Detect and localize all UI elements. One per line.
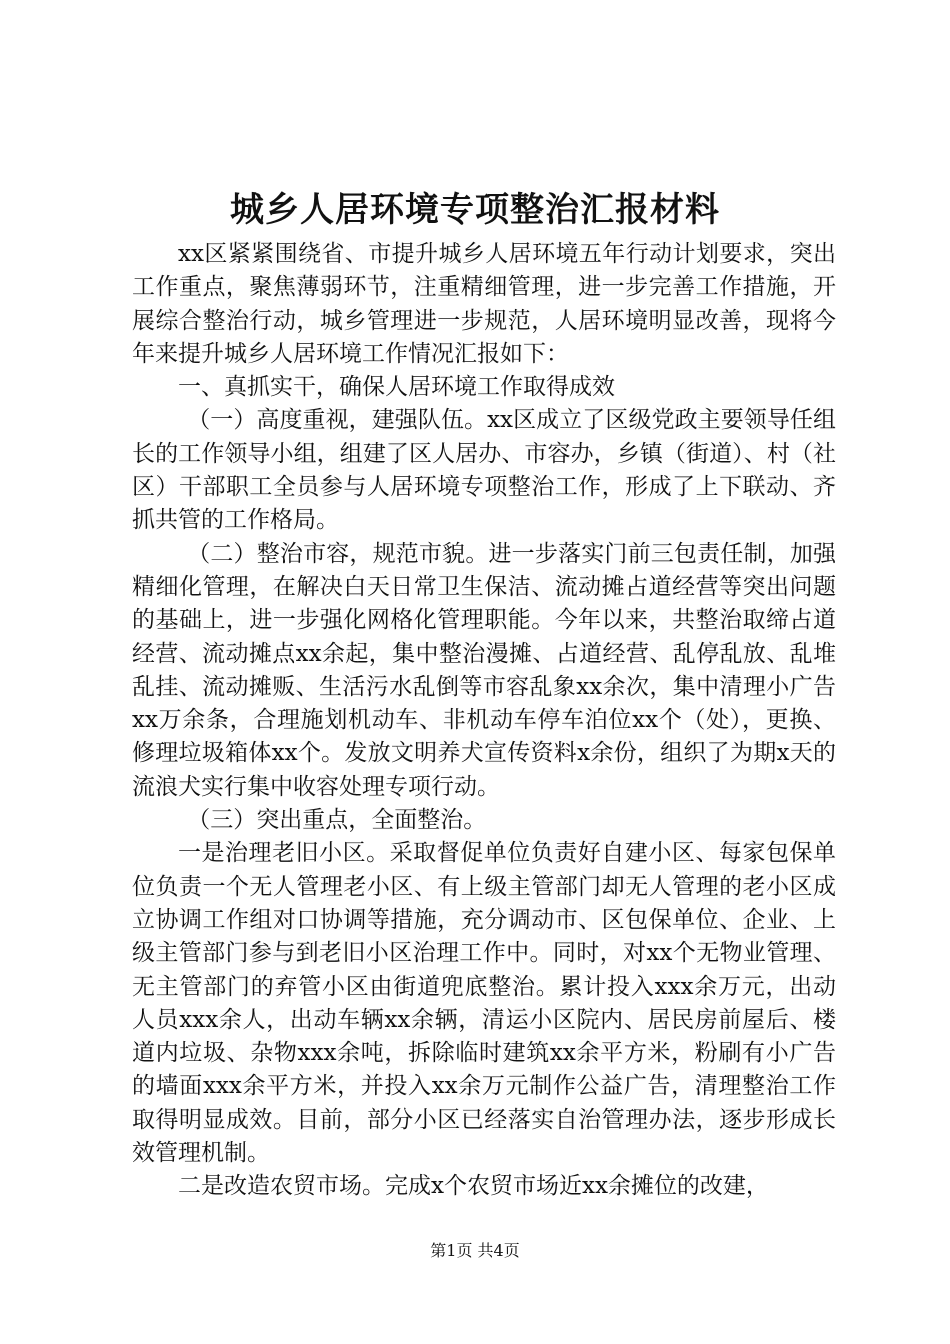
paragraph-intro: xx区紧紧围绕省、市提升城乡人居环境五年行动计划要求，突出工作重点，聚焦薄弱环节，注重精细管理，进一步完善工作措施，开展综合整治行动，城乡管理进一步规范，人居环境明显改善，现将今年来提升城乡人居环境工作情况汇报如下： bbox=[132, 241, 836, 367]
paragraph-old-communities: 一是治理老旧小区。采取督促单位负责好自建小区、每家包保单位负责一个无人管理老小区、有上级主管部门却无人管理的老小区成立协调工作组对口协调等措施，充分调动市、区包保单位、企业、上级主管部门参与到老旧小区治理工作中。同时，对xx个无物业管理、无主管部门的弃管小区由街道兜底整治。累计投入xxx余万元，出动人员xxx余人，出动车辆xx余辆，清运小区院内、居民房前屋后、楼道内垃圾、杂物xxx余吨，拆除临时建筑xx余平方米，粉刷有小广告的墙面xxx余平方米，并投入xx余万元制作公益广告，清理整治工作取得明显成效。目前，部分小区已经落实自治管理办法，逐步形成长效管理机制。 bbox=[132, 840, 836, 1167]
paragraph-subsection-2: （二）整治市容，规范市貌。进一步落实门前三包责任制，加强精细化管理，在解决白天日常卫生保洁、流动摊占道经营等突出问题的基础上，进一步强化网格化管理职能。今年以来，共整治取缔占道经营、流动摊点xx余起，集中整治漫摊、占道经营、乱停乱放、乱堆乱挂、流动摊贩、生活污水乱倒等市容乱象xx余次，集中清理小广告xx万余条，合理施划机动车、非机动车停车泊位xx个（处），更换、修理垃圾箱体xx个。发放文明养犬宣传资料x余份，组织了为期x天的流浪犬实行集中收容处理专项行动。 bbox=[132, 540, 836, 800]
page-number-footer: 第1页 共4页 bbox=[430, 1241, 520, 1260]
document-title: 城乡人居环境专项整治汇报材料 bbox=[230, 190, 720, 230]
section-heading-1: 一、真抓实干，确保人居环境工作取得成效 bbox=[178, 374, 615, 401]
paragraph-markets: 二是改造农贸市场。完成x个农贸市场近xx余摊位的改建， bbox=[178, 1173, 769, 1200]
paragraph-subsection-1: （一）高度重视，建强队伍。xx区成立了区级党政主要领导任组长的工作领导小组，组建了区人居办、市容办，乡镇（街道）、村（社区）干部职工全员参与人居环境专项整治工作，形成了上下联动、齐抓共管的工作格局。 bbox=[132, 407, 836, 534]
document-body bbox=[132, 238, 836, 1204]
paragraph-subsection-3: （三）突出重点，全面整治。 bbox=[187, 807, 487, 834]
